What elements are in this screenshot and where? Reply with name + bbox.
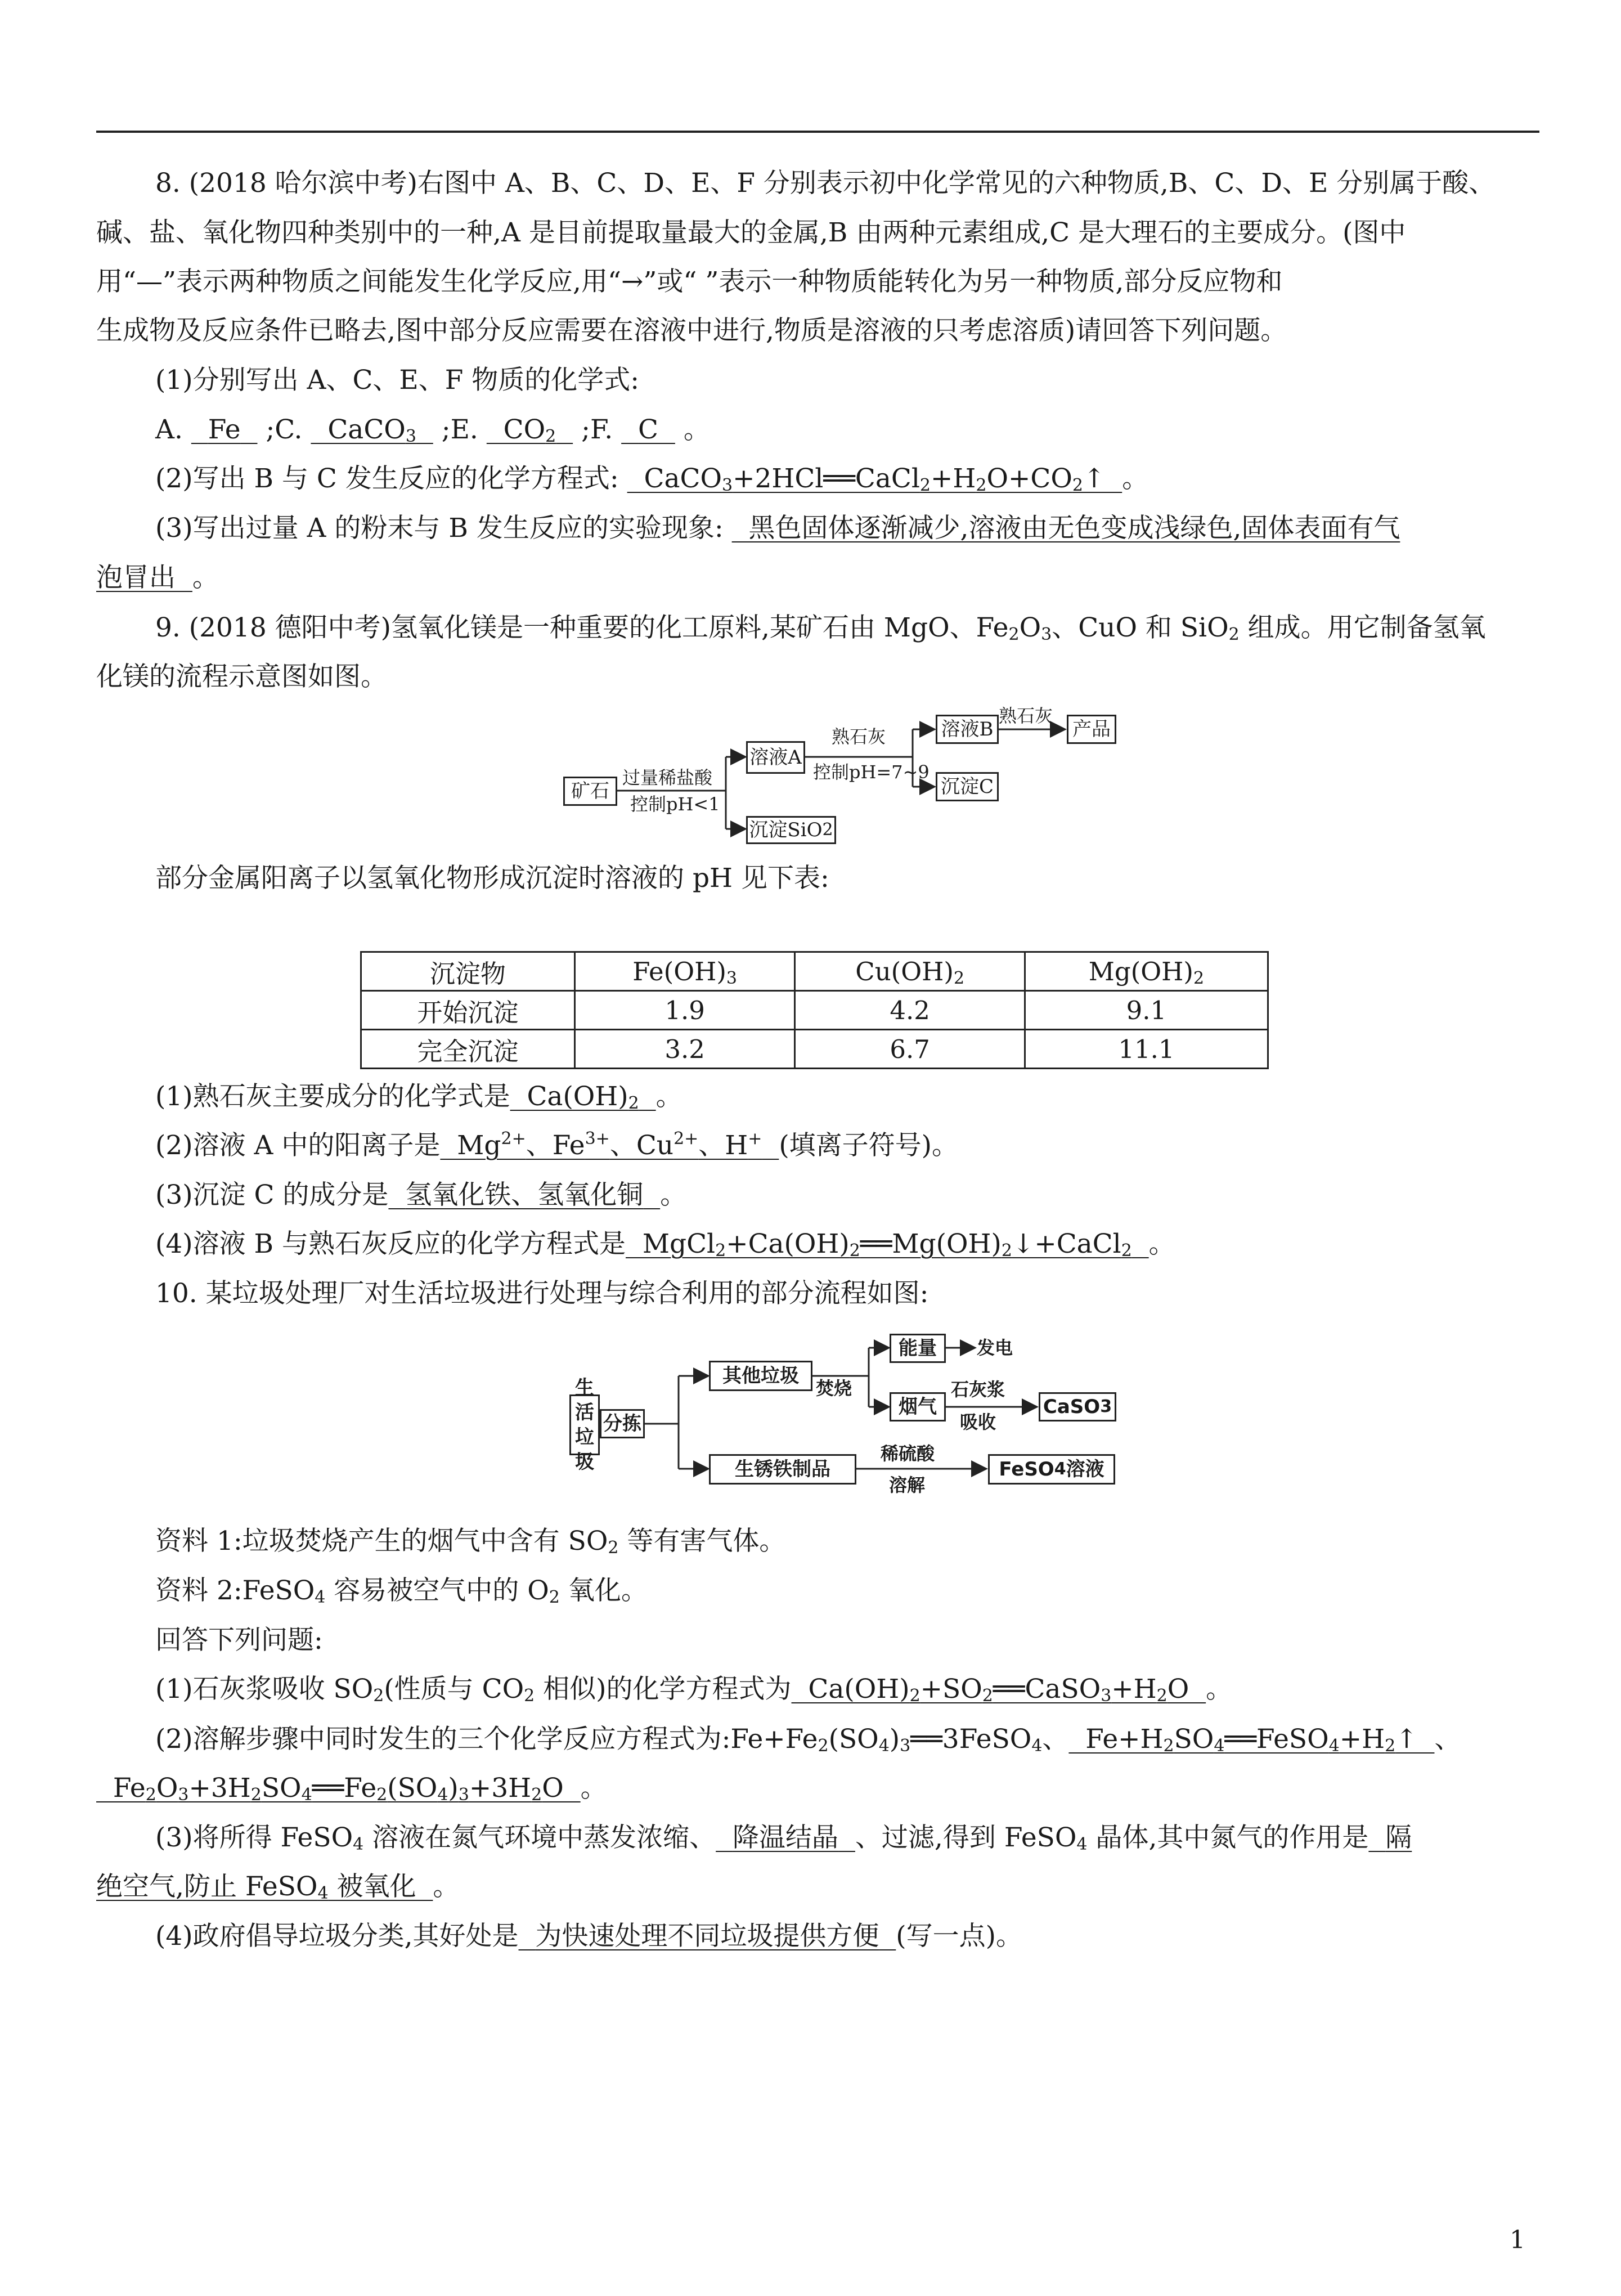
q10-acid-top: 稀硫酸 — [881, 1443, 935, 1464]
q8-e-label: ;E. — [441, 414, 478, 445]
q8-c-label: ;C. — [266, 414, 303, 445]
q9-part3: (3)沉淀 C 的成分是 氢氧化铁、氢氧化铜 。 — [155, 1180, 687, 1210]
q10-box-sort: 分拣 — [600, 1409, 645, 1438]
q8-intro-line1: 8. (2018 哈尔滨中考)右图中 A、B、C、D、E、F 分别表示初中化学常见的六种物质,B、C、D、E 分别属于酸、 — [155, 168, 1496, 199]
q10-box-feso4-solution: FeSO 4 溶液 — [988, 1454, 1115, 1485]
q10-intro: 10. 某垃圾处理厂对生活垃圾进行处理与综合利用的部分流程如图: — [155, 1278, 929, 1309]
table-cell: 4.2 — [795, 991, 1025, 1030]
q9-intro-line2: 化镁的流程示意图如图。 — [96, 661, 387, 692]
q8-intro-line3: 用“—”表示两种物质之间能发生化学反应,用“→”或“ ”表示一种物质能转化为另一种物质,部分反应物和 — [96, 266, 1283, 297]
table-cell: 6.7 — [795, 1030, 1025, 1069]
q9-part1: (1)熟石灰主要成分的化学式是 $Ca(OH)_2$ 。 — [155, 1081, 682, 1113]
q10-part3-line2: 绝空气,防止 FeSO$_4$ 被氧化 。 — [96, 1871, 460, 1903]
q10-part4-answer: 为快速处理不同垃圾提供方便 — [535, 1921, 879, 1952]
q10-burn-label: 焚烧 — [816, 1378, 852, 1399]
table-row — [361, 991, 1268, 1030]
q9-box-precipitate-c: 沉淀C — [936, 772, 999, 801]
q9-box-solution-a: 溶液A — [746, 741, 805, 774]
q10-part1-answer: $Ca(OH)_2+SO_2══CaSO_3+H_2O$ — [791, 1674, 1206, 1706]
q10-box-garbage: 生活垃圾 — [569, 1394, 600, 1455]
q9-box-product: 产品 — [1067, 715, 1116, 744]
q8-part2-answer: $CaCO_3+2HCl══CaCl_2+H_2O+CO_2↑$ — [627, 463, 1122, 495]
table-header-cell: $Mg(OH)_2$ — [1025, 952, 1268, 991]
q10-power-label: 发电 — [977, 1337, 1013, 1358]
table-header-row — [361, 952, 1268, 991]
q8-intro-line4: 生成物及反应条件已略去,图中部分反应需要在溶液中进行,物质是溶液的只考虑溶质)请回答下列问题。 — [96, 315, 1287, 346]
q10-part3: (3)将所得 FeSO$_4$ 溶液在氮气环境中蒸发浓缩、 降温结晶 、过滤,得到 FeSO$_4$ 晶体,其中氮气的作用是 隔 — [155, 1822, 1412, 1854]
q10-part2-answer2: $Fe_2O_3+3H_2SO_4══Fe_2(SO_4)_3+3H_2O$ — [96, 1773, 581, 1805]
q9-box-sio2: 沉淀SiO 2 — [746, 816, 836, 844]
q9-part4: (4)溶液 B 与熟石灰反应的化学方程式是 $MgCl_2+Ca(OH)_2══Mg(OH)_2↓+CaCl_2$ 。 — [155, 1228, 1175, 1261]
table-cell: 1.9 — [574, 991, 795, 1030]
q10-box-other-garbage: 其他垃圾 — [709, 1361, 812, 1391]
q8-part2: (2)写出 B 与 C 发生反应的化学方程式: $CaCO_3+2HCl══CaCl_2+H_2O+CO_2↑$ 。 — [155, 463, 1149, 495]
q8-part3-answer-line1: 黑色固体逐渐减少,溶液由无色变成浅绿色,固体表面有气 — [748, 513, 1400, 544]
page-number: 1 — [1510, 2226, 1525, 2254]
q8-a-label: A. — [155, 414, 183, 445]
q8-f-answer: C — [638, 414, 658, 445]
q8-intro-line2: 碱、盐、氧化物四种类别中的一种,A 是目前提取量最大的金属,B 由两种元素组成,C 是大理石的主要成分。(图中 — [96, 217, 1406, 248]
q8-part1: (1)分别写出 A、C、E、F 物质的化学式: — [155, 365, 640, 396]
q8-part3-answer-line2: 泡冒出 — [96, 562, 176, 593]
q8-part1-answers: A. Fe ;C. CaCO$_3$ ;E. $CO_2$ ;F. C 。 — [155, 414, 710, 446]
q9-box-ore: 矿石 — [563, 777, 617, 806]
q10-answer-prompt: 回答下列问题: — [155, 1625, 323, 1656]
table-cell: 开始沉淀 — [361, 991, 575, 1030]
q8-part3-line2: 泡冒出 。 — [96, 562, 219, 593]
q9-step1-bottom: 控制pH<1 — [630, 793, 720, 815]
q10-acid-bottom: 溶解 — [889, 1474, 926, 1496]
q10-part2-answer1: $Fe+H_2SO_4══FeSO_4+H_2↑$ — [1068, 1724, 1435, 1756]
q8-a-answer: Fe — [208, 414, 241, 445]
q9-part2: (2)溶液 A 中的阳离子是 $Mg^{2+}$、$Fe^{3+}$、$Cu^{2+}$、H+ (填离子符号)。 — [155, 1129, 959, 1161]
q9-intro-line1: 9. (2018 德阳中考)氢氧化镁是一种重要的化工原料,某矿石由 MgO、$Fe_2O_3$、CuO 和 SiO$_2$ 组成。用它制备氢氧 — [155, 612, 1486, 644]
q10-lime-top: 石灰浆 — [951, 1379, 1005, 1400]
table-row — [361, 1030, 1268, 1069]
q10-part1: (1)石灰浆吸收 $SO_2$(性质与 $CO_2$ 相似)的化学方程式为 $Ca(OH)_2+SO_2══CaSO_3+H_2O$ 。 — [155, 1674, 1233, 1706]
q10-box-caso3: CaSO 3 — [1039, 1392, 1116, 1421]
q10-box-energy: 能量 — [890, 1334, 946, 1363]
table-cell: 3.2 — [574, 1030, 795, 1069]
q10-box-rusty-iron: 生锈铁制品 — [709, 1454, 856, 1485]
q10-info2: 资料 2:FeSO$_4$ 容易被空气中的 $O_2$ 氧化。 — [155, 1575, 648, 1607]
q10-part4: (4)政府倡导垃圾分类,其好处是 为快速处理不同垃圾提供方便 (写一点)。 — [155, 1921, 1022, 1952]
q10-box-smoke: 烟气 — [890, 1392, 946, 1421]
q9-box-solution-b: 溶液B — [936, 715, 999, 744]
table-header-cell: 沉淀物 — [361, 952, 575, 991]
q9-step2-bottom: 控制pH=7~9 — [813, 761, 930, 783]
q8-part3: (3)写出过量 A 的粉末与 B 发生反应的实验现象: 黑色固体逐渐减少,溶液由无色变成浅绿色,固体表面有气 — [155, 513, 1400, 544]
q9-part4-answer: $MgCl_2+Ca(OH)_2══Mg(OH)_2↓+CaCl_2$ — [626, 1228, 1132, 1261]
q9-step3-label: 熟石灰 — [999, 705, 1053, 727]
table-cell: 完全沉淀 — [361, 1030, 575, 1069]
q8-f-label: ;F. — [581, 414, 613, 445]
q10-part3-answer2a: 隔 — [1385, 1822, 1412, 1853]
q9-part1-answer: $Ca(OH)_2$ — [510, 1081, 639, 1113]
q10-lime-bottom: 吸收 — [960, 1411, 996, 1433]
table-header-cell: $Fe(OH)_3$ — [574, 952, 795, 991]
table-cell: 9.1 — [1025, 991, 1268, 1030]
q9-step1-top: 过量稀盐酸 — [622, 767, 713, 788]
table-header-cell: $Cu(OH)_2$ — [795, 952, 1025, 991]
table-cell: 11.1 — [1025, 1030, 1268, 1069]
q8-c-answer: CaCO$_3$ — [311, 414, 416, 446]
q9-table-intro: 部分金属阳离子以氢氧化物形成沉淀时溶液的 pH 见下表: — [155, 863, 829, 894]
q8-e-answer: $CO_2$ — [486, 414, 556, 446]
q10-part2-line2: $Fe_2O_3+3H_2SO_4══Fe_2(SO_4)_3+3H_2O$ 。 — [96, 1773, 607, 1805]
q10-part3-answer2b: 绝空气,防止 FeSO$_4$ 被氧化 — [96, 1871, 433, 1903]
q9-part3-answer: 氢氧化铁、氢氧化铜 — [405, 1180, 644, 1210]
q10-info1: 资料 1:垃圾焚烧产生的烟气中含有 $SO_2$ 等有害气体。 — [155, 1526, 786, 1558]
q9-part2-answer: $Mg^{2+}$、$Fe^{3+}$、$Cu^{2+}$、H+ — [440, 1129, 762, 1161]
q9-ph-table — [360, 951, 1269, 1069]
q10-part3-answer1: 降温结晶 — [733, 1822, 839, 1853]
q10-part2: (2)溶解步骤中同时发生的三个化学反应方程式为$:Fe+Fe_2(SO_4)_3══3FeSO_4$、 $Fe+H_2SO_4══FeSO_4+H_2↑$ 、 — [155, 1724, 1461, 1756]
q9-step2-top: 熟石灰 — [832, 726, 886, 747]
